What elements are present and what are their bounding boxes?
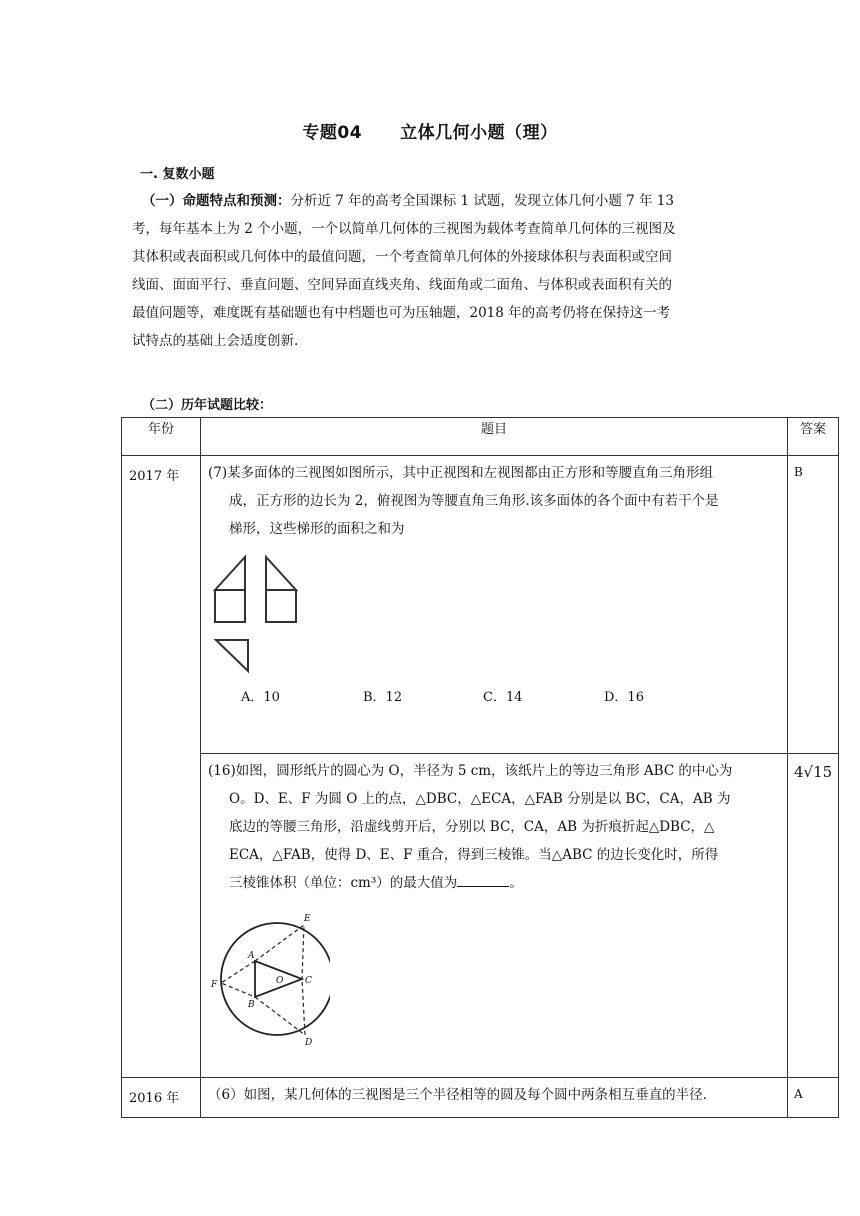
label-a: A: [248, 951, 255, 962]
side-view-square: [266, 590, 296, 622]
intro-line-6: 试特点的基础上会适度创新.: [132, 333, 299, 349]
option-b: B．12: [363, 690, 403, 705]
option-c: C．14: [483, 690, 523, 705]
header-question: 题目: [201, 418, 788, 456]
table-header-row: [122, 418, 839, 456]
question-6: （6）如图，某几何体的三视图是三个半径相等的圆及每个圆中两条相互垂直的半径.: [208, 1087, 707, 1103]
intro-paragraph: [132, 187, 732, 355]
year-cell-2017: 2017 年: [122, 456, 201, 1078]
intro-line-1: （一）命题特点和预测：分析近 7 年的高考全国课标 1 试题，发现立体几何小题 7 年 13: [142, 193, 674, 209]
answer-q16: 4√15: [794, 763, 833, 782]
q7-line-2: 成，正方形的边长为 2，俯视图为等腰直角三角形.该多面体的各个面中有若干个是: [229, 493, 719, 509]
answer-q6: A: [788, 1078, 839, 1118]
question-6-cell: [201, 1078, 788, 1118]
q16-line-4: ECA，△FAB，使得 D、E、F 重合，得到三棱锥。当△ABC 的边长变化时，所得: [229, 847, 719, 864]
intro-line-4: 线面、面面平行、垂直问题、空间异面直线夹角、线面角或二面角、与体积或表面积有关的: [132, 277, 672, 293]
q16-line-1: (16)如图，圆形纸片的圆心为 O，半径为 5 cm，该纸片上的等边三角形 ABC 的中心为: [208, 763, 733, 780]
exam-comparison-table: [121, 417, 839, 1118]
label-b: B: [248, 1000, 255, 1011]
top-view-triangle: [216, 640, 248, 671]
folding-circle-figure: [210, 903, 330, 1053]
question-7: [201, 456, 787, 714]
label-d: D: [305, 1038, 313, 1049]
label-c: C: [305, 976, 312, 987]
header-answer: 答案: [788, 418, 839, 456]
year-cell-2016: 2016 年: [122, 1078, 201, 1118]
option-a: A．10: [241, 690, 280, 705]
q16-line-5: 三棱锥体积（单位：cm³）的最大值为 。: [208, 869, 779, 897]
page-title: [0, 118, 860, 143]
three-view-figure: [212, 552, 312, 676]
front-view-triangle: [215, 557, 245, 590]
side-view-triangle: [266, 557, 296, 590]
q7-line-1: (7)某多面体的三视图如图所示，其中正视图和左视图都由正方形和等腰直角三角形组: [208, 465, 714, 481]
intro-line-2: 考，每年基本上为 2 个小题，一个以简单几何体的三视图为载体考查简单几何体的三视图及: [132, 221, 676, 237]
label-f: F: [211, 980, 218, 991]
table-row: [122, 1078, 839, 1118]
q7-options: [208, 684, 779, 714]
header-year: 年份: [122, 418, 201, 456]
q16-line-3: 底边的等腰三角形，沿虚线剪开后，分别以 BC，CA，AB 为折痕折起△DBC，△: [229, 819, 715, 836]
question-16: [201, 754, 787, 1053]
answer-blank: [457, 872, 509, 887]
q16-line-2: O。D、E、F 为圆 O 上的点，△DBC，△ECA，△FAB 分别是以 BC，CA，AB 为: [229, 791, 731, 808]
intro-line-5: 最值问题等，难度既有基础题也有中档题也可为压轴题，2018 年的高考仍将在保持这一考: [132, 305, 671, 321]
front-view-square: [215, 590, 245, 622]
answer-q7: B: [788, 456, 839, 754]
title-subject: 立体几何小题（理）: [400, 123, 558, 143]
table-row: [122, 754, 839, 1078]
label-o: O: [276, 976, 284, 987]
cut-lines: [221, 925, 305, 1035]
intro-line-3: 其体积或表面积或几何体中的最值问题，一个考查简单几何体的外接球体积与表面积或空间: [132, 249, 672, 265]
question-7-cell: [201, 456, 788, 754]
section-heading-2: （二）历年试题比较：: [142, 398, 273, 413]
question-16-cell: [201, 754, 788, 1078]
q7-line-3: 梯形，这些梯形的面积之和为: [229, 521, 405, 537]
label-e: E: [304, 914, 311, 925]
table-row: [122, 456, 839, 754]
title-topic: 专题04: [302, 123, 363, 143]
option-d: D．16: [604, 690, 644, 705]
section-heading-1: 一. 复数小题: [140, 167, 215, 182]
intro-lead: （一）命题特点和预测：: [142, 193, 291, 209]
answer-q16-cell: [788, 754, 839, 1078]
